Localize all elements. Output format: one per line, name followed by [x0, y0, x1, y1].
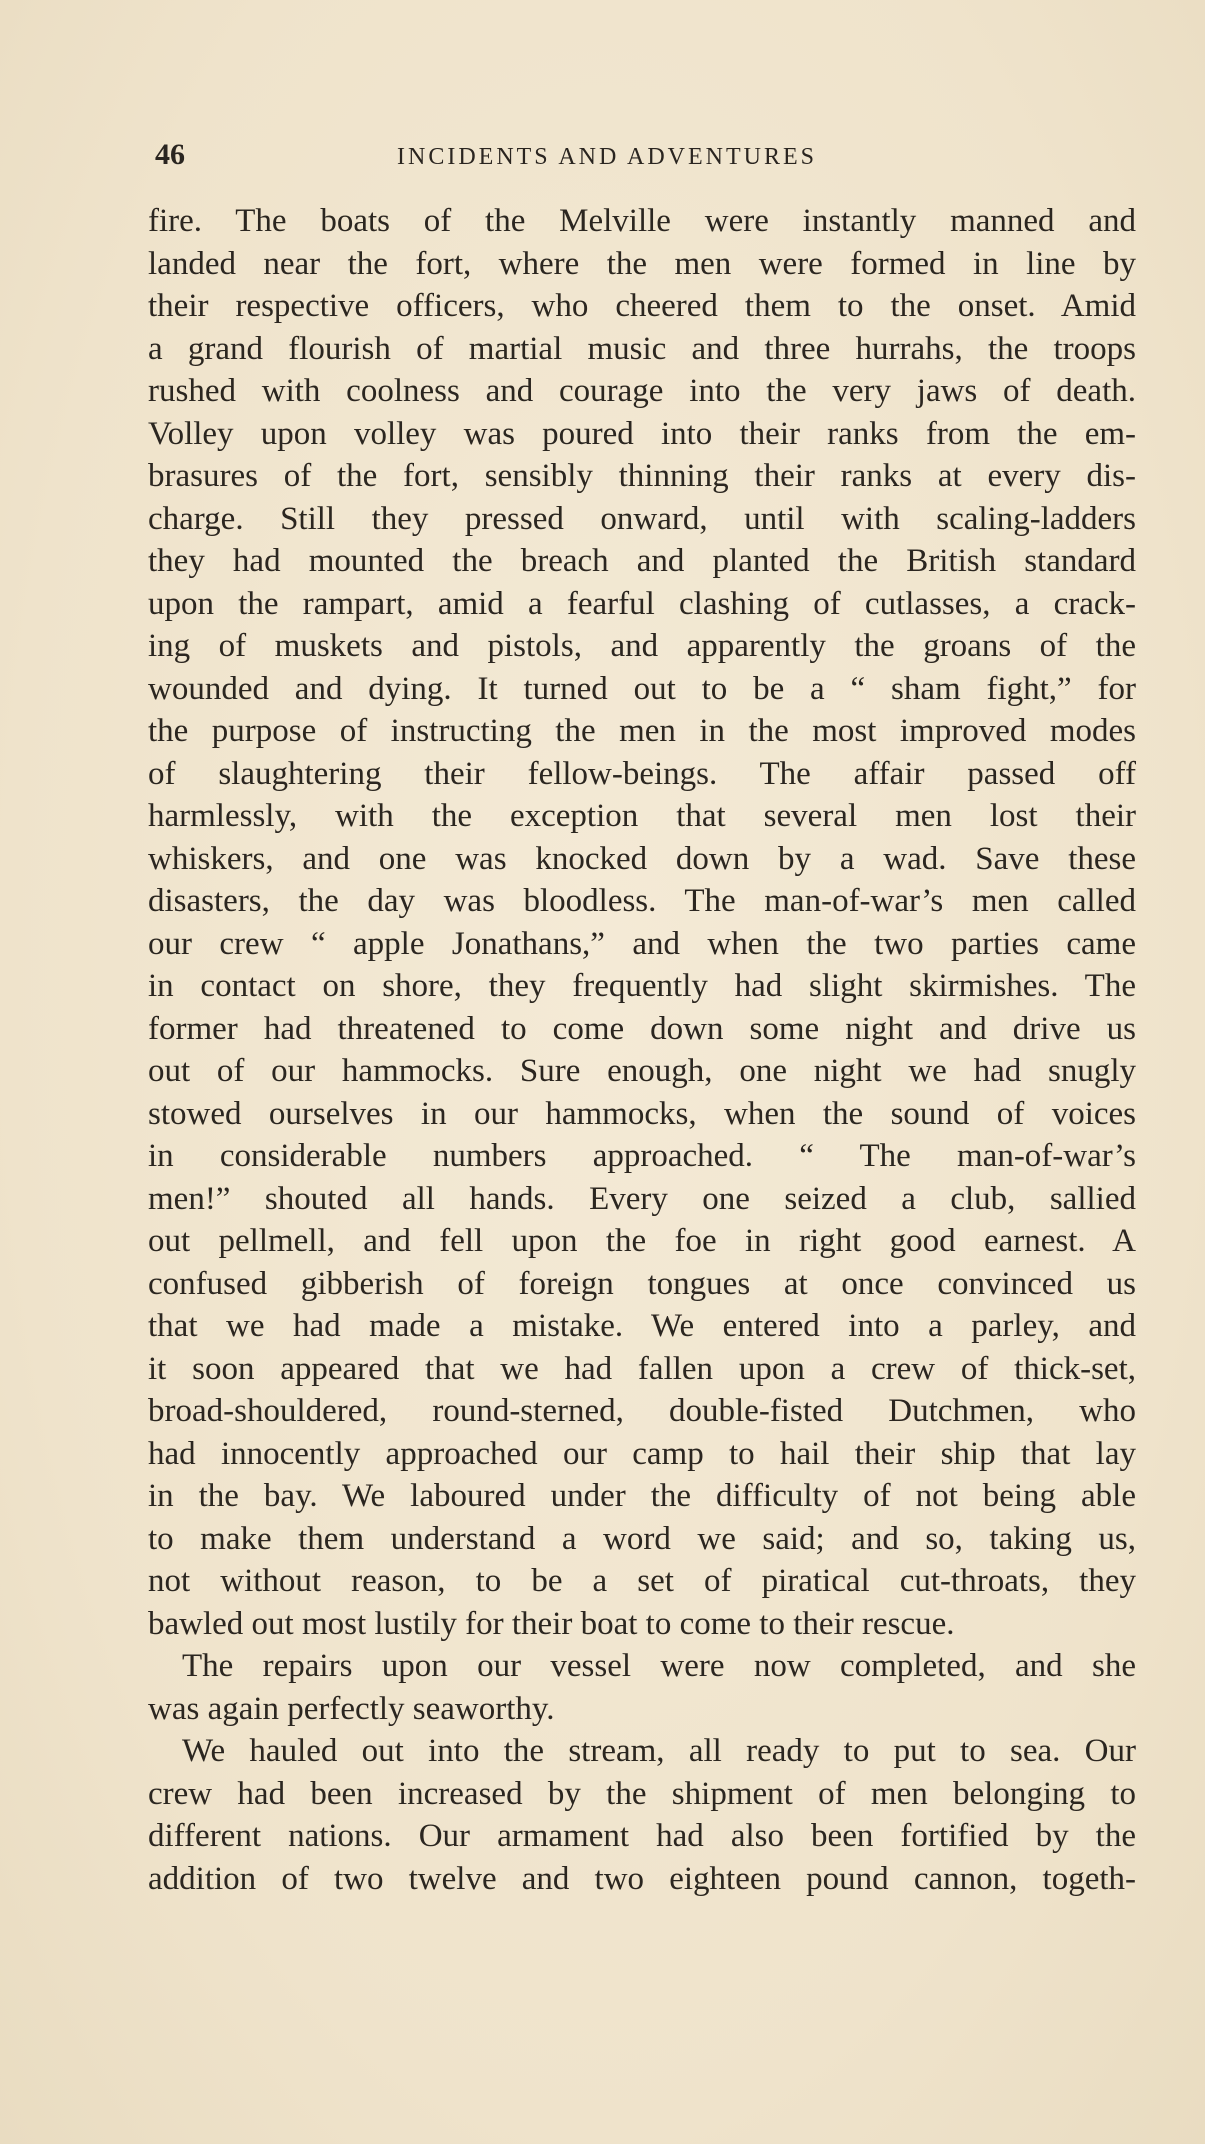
text-line: confused gibberish of foreign tongues at once convinced us — [148, 1265, 1136, 1302]
text-line: the purpose of instructing the men in the most improved modes — [148, 713, 1136, 749]
text-line: harmlessly, with the exception that several men lost their — [148, 798, 1136, 834]
text-line: former had threatened to come down some night and drive us — [148, 1010, 1136, 1047]
text-line: that we had made a mistake. We entered into a parley, and — [148, 1308, 1136, 1344]
running-title: INCIDENTS AND ADVENTURES — [397, 144, 817, 170]
text-line: wounded and dying. It turned out to be a “ sham fight,” for — [148, 670, 1136, 707]
page-header — [155, 138, 1055, 178]
text-line: whiskers, and one was knocked down by a wad. Save these — [148, 840, 1136, 877]
text-line: addition of two twelve and two eighteen pound cannon, togeth- — [148, 1860, 1136, 1897]
text-line: in considerable numbers approached. “ The man-of-war’s — [148, 1138, 1136, 1174]
text-line: of slaughtering their fellow-beings. The affair passed off — [148, 755, 1136, 792]
text-line: to make them understand a word we said; and so, taking us, — [148, 1520, 1136, 1557]
text-line: out of our hammocks. Sure enough, one night we had snugly — [148, 1053, 1136, 1089]
paragraph-start-line: The repairs upon our vessel were now completed, and she — [182, 1648, 1136, 1684]
text-line: had innocently approached our camp to hail their ship that lay — [148, 1435, 1136, 1472]
text-line: ing of muskets and pistols, and apparently the groans of the — [148, 628, 1136, 664]
text-line: out pellmell, and fell upon the foe in right good earnest. A — [148, 1223, 1136, 1259]
text-line: they had mounted the breach and planted the British standard — [148, 543, 1136, 579]
text-line: bawled out most lustily for their boat to come to their rescue. — [148, 1605, 955, 1642]
text-line: different nations. Our armament had also been fortified by the — [148, 1818, 1136, 1854]
text-line: a grand flourish of martial music and three hurrahs, the troops — [148, 330, 1136, 367]
text-line: their respective officers, who cheered them to the onset. Amid — [148, 288, 1136, 324]
paragraph-start-line: We hauled out into the stream, all ready to put to sea. Our — [182, 1733, 1136, 1769]
text-line: stowed ourselves in our hammocks, when the sound of voices — [148, 1095, 1136, 1132]
text-line: fire. The boats of the Melville were instantly manned and — [148, 203, 1136, 239]
text-line: in contact on shore, they frequently had slight skirmishes. The — [148, 968, 1136, 1004]
text-line: crew had been increased by the shipment of men belonging to — [148, 1775, 1136, 1812]
text-line: broad-shouldered, round-sterned, double-fisted Dutchmen, who — [148, 1393, 1136, 1429]
text-line: brasures of the fort, sensibly thinning their ranks at every dis- — [148, 458, 1136, 494]
text-line: rushed with coolness and courage into the very jaws of death. — [148, 373, 1136, 409]
text-line: charge. Still they pressed onward, until with scaling-ladders — [148, 500, 1136, 537]
text-line: upon the rampart, amid a fearful clashing of cutlasses, a crack- — [148, 585, 1136, 622]
text-line: men!” shouted all hands. Every one seized a club, sallied — [148, 1180, 1136, 1217]
text-line: was again perfectly seaworthy. — [148, 1690, 555, 1727]
text-line: disasters, the day was bloodless. The man-of-war’s men called — [148, 883, 1136, 919]
text-line: landed near the fort, where the men were formed in line by — [148, 245, 1136, 282]
text-line: in the bay. We laboured under the difficulty of not being able — [148, 1478, 1136, 1514]
text-line: Volley upon volley was poured into their ranks from the em- — [148, 415, 1136, 452]
text-line: it soon appeared that we had fallen upon a crew of thick-set, — [148, 1350, 1136, 1387]
body-text — [148, 200, 1136, 1900]
text-line: not without reason, to be a set of piratical cut-throats, they — [148, 1563, 1136, 1599]
text-line: our crew “ apple Jonathans,” and when the two parties came — [148, 925, 1136, 962]
page-number: 46 — [155, 138, 185, 171]
